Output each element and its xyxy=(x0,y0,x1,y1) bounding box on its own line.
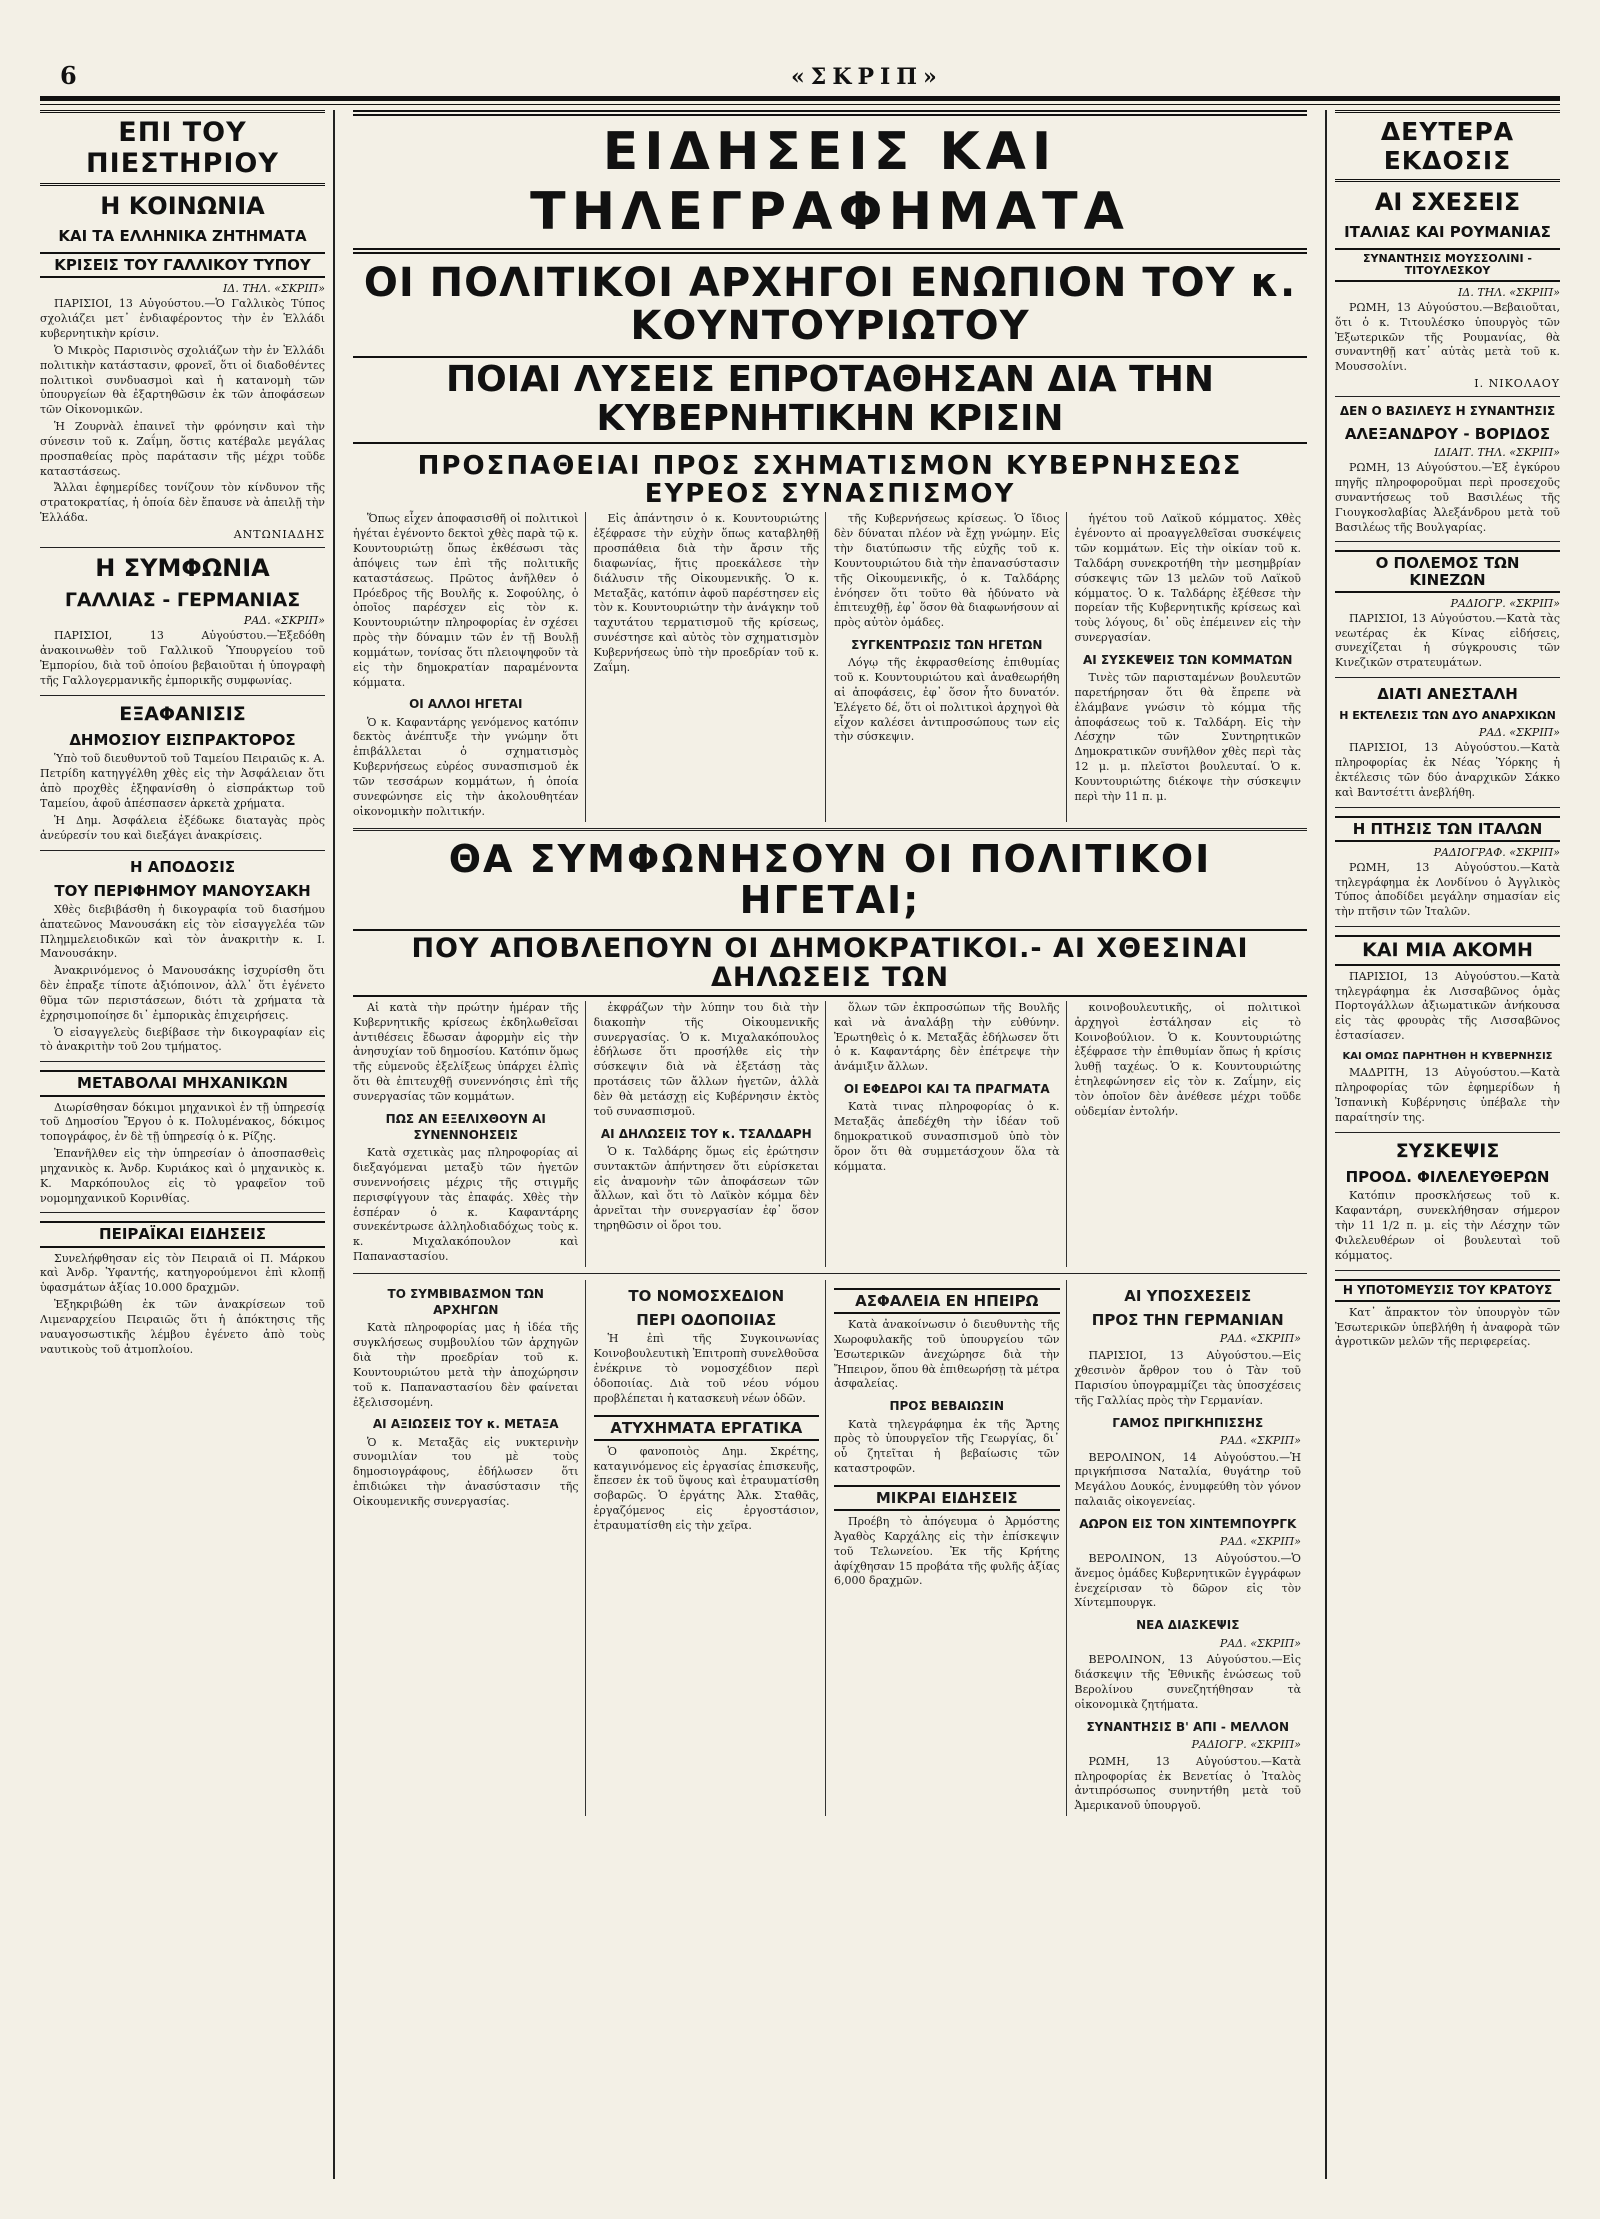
paragraph: Ἡ Δημ. Ἀσφάλεια ἐξέδωκε διαταγὰς πρὸς ἀνεύρεσίν του καὶ διεξάγει ἀνακρίσεις. xyxy=(40,813,325,842)
lead-deck: ΠΡΟΣΠΑΘΕΙΑΙ ΠΡΟΣ ΣΧΗΜΑΤΙΣΜΟΝ ΚΥΒΕΡΝΗΣΕΩΣ ΕΥΡΕΟΣ ΣΥΝΑΣΠΙΣΜΟΥ xyxy=(417,451,1243,510)
dateline: ΡΑΔ. «ΣΚΡΙΠ» xyxy=(1219,1636,1301,1650)
article-headline: ΑΙ ΥΠΟΣΧΕΣΕΙΣ xyxy=(1124,1286,1252,1305)
dateline: ΡΑΔ. «ΣΚΡΙΠ» xyxy=(243,614,325,628)
section-subhead: ΝΕΑ ΔΙΑΣΚΕΨΙΣ xyxy=(1136,1618,1240,1633)
second-headline: ΘΑ ΣΥΜΦΩΝΗΣΟΥΝ ΟΙ ΠΟΛΙΤΙΚΟΙ ΗΓΕΤΑΙ; xyxy=(448,836,1212,922)
dateline: ΙΔ. ΤΗΛ. «ΣΚΡΙΠ» xyxy=(223,282,325,296)
paragraph: ΠΑΡΙΣΙΟΙ, 13 Αὐγούστου.—Κατὰ τηλεγράφημα ἐκ Λισσαβῶνος ὁμὰς Πορτογάλλων ἀξιωματικῶν ἀνήκουσα εἰς τὰς φρουρὰς τῆς Λισσαβῶνος ἐστασίασεν. xyxy=(1335,969,1560,1043)
lower-news-grid xyxy=(353,1280,1307,1816)
paragraph: Κατὰ τινας πληροφορίας ὁ κ. Μεταξᾶς ἀπεδέχθη τὴν ἰδέαν τοῦ δημοκρατικοῦ συνασπισμοῦ ὑπὸ τὸν ὅρον ὅτι θὰ συμμετάσχουν ὅλα τὰ κόμματα. xyxy=(834,1100,1060,1173)
paragraph: ΠΑΡΙΣΙΟΙ, 13 Αὐγούστου.—Κατὰ τὰς νεωτέρας ἐκ Κίνας εἰδήσεις, συνεχίζεται ἡ σύγκρουσις τῶν Κινεζικῶν στρατευμάτων. xyxy=(1335,611,1560,670)
paragraph: Κατὰ πληροφορίας μας ἡ ἰδέα τῆς συγκλήσεως συμβουλίου τῶν ἀρχηγῶν διὰ τὴν προεδρίαν τοῦ κ. Κουντουριώτου μετὰ τὴν ἀποχώρησιν τοῦ κ. Παπαναστασίου δὲν φαίνεται ἐξελισσομένη. xyxy=(353,1321,579,1409)
article-alexandros-boris xyxy=(1335,405,1560,535)
paragraph: ΠΑΡΙΣΙΟΙ, 13 Αὐγούστου.—Ἐξεδόθη ἀνακοινωθὲν τοῦ Γαλλικοῦ Ὑπουργείου τοῦ Ἐμπορίου, διὰ τοῦ ὁποίου βεβαιοῦται ἡ ὑπογραφὴ τῆς Γαλλογερμανικῆς ἐμπορικῆς συμφωνίας. xyxy=(40,629,325,687)
article-subheadline: ΤΟΥ ΠΕΡΙΦΗΜΟΥ ΜΑΝΟΥΣΑΚΗ xyxy=(54,881,311,900)
article-subheadline: ΠΡΟΟΔ. ΦΙΛΕΛΕΥΘΕΡΩΝ xyxy=(1345,1168,1550,1187)
paragraph: ΠΑΡΙΣΙΟΙ, 13 Αὐγούστου.—Εἰς χθεσινὸν ἄρθρον του ὁ Τὰν τοῦ Παρισίου ὑπογραμμίζει τὰς ὑποσχέσεις τῆς Γαλλίας πρὸς τὴν Γερμανίαν. xyxy=(1074,1349,1301,1407)
left-banner: ΕΠΙ ΤΟΥ ΠΙΕΣΤΗΡΙΟΥ xyxy=(40,110,325,186)
article-ptisis xyxy=(1335,816,1560,921)
paragraph: Προέβη τὸ ἀπόγευμα ὁ Ἀρμόστης Ἀγαθὸς Καρχάλης εἰς τὴν ἐπίσκεψιν τοῦ Τελωνείου. Ἐκ τῆς Κρήτης ἀφίχθησαν 15 προβάτα τῆς φυλῆς ἀξίας 6,000 δραχμῶν. xyxy=(834,1515,1060,1588)
paragraph: Κατ᾽ ἄπρακτον τὸν ὑπουργὸν τῶν Ἐσωτερικῶν ὑπεβλήθη ἡ ἀναφορὰ τῶν ἀγροτικῶν μελῶν τῆς περιφερείας. xyxy=(1335,1305,1560,1349)
article-kinezoi xyxy=(1335,550,1560,671)
article-symfonia xyxy=(40,553,325,689)
paragraph: Ἡ ἐπὶ τῆς Συγκοινωνίας Κοινοβουλευτικὴ Ἐπιτροπὴ συνελθοῦσα ἐνέκρινε τὸ νομοσχέδιον περὶ ὁδοποιίας. Διὰ τοῦ νέου νόμου προβλέπεται ἡ κατασκευὴ νέων ὁδῶν. xyxy=(593,1332,819,1405)
section-subhead: ΚΑΙ ΟΜΩΣ ΠΑΡΗΤΗΘΗ Η ΚΥΒΕΡΝΗΣΙΣ xyxy=(1342,1050,1553,1062)
article-headline: ΑΣΦΑΛΕΙΑ ΕΝ ΗΠΕΙΡΩ xyxy=(834,1288,1060,1314)
article-subheadline: ΚΑΙ ΤΑ ΕΛΛΗΝΙΚΑ ΖΗΤΗΜΑΤΑ xyxy=(58,226,307,245)
paragraph: Ὁ Μικρὸς Παρισινὸς σχολιάζων τὴν ἐν Ἑλλάδι πολιτικὴν κατάστασιν, φρονεῖ, ὅτι οἱ διαδοθέντες πολιτικοὶ συνδυασμοὶ καὶ ἡ κατανομὴ τῶν ὑπουργείων θὰ ἐξαρτηθῶσιν ἐκ τῶν ἀποφάσεων τῶν Οἰκονομικῶν. xyxy=(40,343,325,417)
section-subhead: ΣΥΝΑΝΤΗΣΙΣ Β' ΑΠΙ - ΜΕΛΛΟΝ xyxy=(1086,1719,1290,1734)
section-subhead: ΠΩΣ ΑΝ ΕΞΕΛΙΧΘΟΥΝ ΑΙ ΣΥΝΕΝΝΟΗΣΕΙΣ xyxy=(385,1111,546,1142)
second-columns xyxy=(353,1001,1307,1267)
paragraph: Εἰς ἀπάντησιν ὁ κ. Κουντουριώτης ἐξέφρασε τὴν εὐχὴν ὅπως καταβληθῇ προσπάθεια διὰ τὴν ἄρσιν τῆς διαφωνίας, ἥτις προεκάλεσε τὴν διάλυσιν τῆς Οἰκουμενικῆς. Ὁ κ. Μεταξᾶς, κατόπιν ἀφοῦ παρέστησεν εἰς τὸν κ. Κουντουριώτην τὴν ἀνάγκην τοῦ ταχυτάτου τερματισμοῦ τῆς κρίσεως, συνέστησε καὶ αὐτὸς τὸν σχηματισμὸν Κυβερνήσεως ὑπὸ τὴν προεδρίαν τοῦ κ. Ζαΐμη. xyxy=(593,512,819,674)
paragraph: κοινοβουλευτικῆς, οἱ πολιτικοὶ ἀρχηγοὶ ἐστάλησαν εἰς τὸ Κοινοβούλιον. Ὁ κ. Κουντουριώτης ἐξέφρασε τὴν ἐπιθυμίαν ὅπως ἡ κρίσις λυθῇ ταχέως. Ὁ κ. Κουντουριώτης ἐτηλεφώνησεν εἰς τὸν κ. Ζαΐμην, εἰς τὸν ὁποῖον δὲν ἀνέθεσε μέχρι τοῦδε οὐδεμίαν ἐντολήν. xyxy=(1074,1000,1301,1118)
right-banner: ΔΕΥΤΕΡΑ ΕΚΔΟΣΙΣ xyxy=(1335,110,1560,182)
paragraph: Ὁ εἰσαγγελεὺς διεβίβασε τὴν δικογραφίαν εἰς τὸ ἀνακριτὴν τοῦ 2ου τμήματος. xyxy=(40,1025,325,1054)
article-headline: ΠΕΙΡΑΪΚΑΙ ΕΙΔΗΣΕΙΣ xyxy=(40,1221,325,1247)
article-headline: ΕΞΑΦΑΝΙΣΙΣ xyxy=(119,702,246,725)
section-subhead: ΓΑΜΟΣ ΠΡΙΓΚΗΠΙΣΣΗΣ xyxy=(1112,1415,1264,1430)
paragraph: Χθὲς διεβιβάσθη ἡ δικογραφία τοῦ διασήμου ἀπατεῶνος Μανουσάκη εἰς τὸν εἰσαγγελέα τῶν Πλημμελειοδικῶν καὶ τὸν ἀνακριτὴν κ. Ι. Μανουσάκην. xyxy=(40,902,325,961)
dateline: ΡΑΔΙΟΓΡ. «ΣΚΡΙΠ» xyxy=(1191,1737,1301,1751)
paragraph: ΡΩΜΗ, 13 Αὐγούστου.—Ἐξ ἐγκύρου πηγῆς πληροφοροῦμαι περὶ προσεχοῦς συναντήσεως τοῦ Βασιλέως τῆς Γιουγκοσλαβίας Ἀλεξάνδρου μετὰ τοῦ Βασιλέως τῆς Βουλγαρίας. xyxy=(1335,461,1560,534)
article-subheadline: ΙΤΑΛΙΑΣ ΚΑΙ ΡΟΥΜΑΝΙΑΣ xyxy=(1344,222,1551,241)
center-column xyxy=(345,110,1315,2179)
dateline: ΙΔ. ΤΗΛ. «ΣΚΡΙΠ» xyxy=(1458,285,1560,299)
paragraph: Ἀνακρινόμενος ὁ Μανουσάκης ἰσχυρίσθη ὅτι δὲν ἐπραξε τίποτε ἀξιόποινον, ἀλλ᾽ ὅτι ἐγένετο θῦμα τῶν περιστάσεων, διότι τὰ χρήματα τὰ ἐχρησιμοποίησε δι᾽ ἐμπορικὰς ἐπιχειρήσεις. xyxy=(40,964,325,1022)
page-number: 6 xyxy=(60,61,77,90)
masthead xyxy=(40,30,1560,90)
section-subhead: ΟΙ ΕΦΕΔΡΟΙ ΚΑΙ ΤΑ ΠΡΑΓΜΑΤΑ xyxy=(843,1082,1050,1097)
paragraph: Ὁ κ. Ταλδάρης ὅμως εἰς ἐρώτησιν συντακτῶν ἀπήντησεν ὅτι εὑρίσκεται εἰς ἀναμονὴν τῶν ἀποφάσεων τῶν ἄλλων, καὶ ὅτι τὸ Λαϊκὸν κόμμα δὲν ἀρνεῖται τὴν συνεργασίαν ἐφ᾽ ὅσον τηρηθῶσιν οἱ ὅροι του. xyxy=(593,1144,819,1233)
paragraph: Τινὲς τῶν παρισταμένων βουλευτῶν παρετήρησαν ὅτι θὰ ἔπρεπε νὰ ἐλάμβανε γνώσιν τὸ κόμμα τῆς ἀποφάσεως τοῦ κ. Ταλδάρη. Εἰς τὴν Λέσχην τῶν Συντηρητικῶν Δημοκρατικῶν συνῆλθον χθὲς περὶ τὰς 12 μ. μ. πλεῖστοι βουλευταί. Ὁ κ. Κουντουριώτης διέκοψε τὴν σύσκεψιν περὶ τὴν 11 π. μ. xyxy=(1074,671,1301,803)
paragraph: Λόγῳ τῆς ἐκφρασθείσης ἐπιθυμίας τοῦ κ. Κουντουριώτου καὶ ἀναθεωρήθη αἱ ἀποφάσεις, ἐφ᾽ ὅσον ἦτο δυνατόν. Ἐλέγετο δέ, ὅτι οἱ πολιτικοὶ ἀρχηγοὶ θὰ εἶχον καλέσει ἀντιπροσώπους των εἰς τὴν σύσκεψιν. xyxy=(834,656,1060,744)
paper-name: «ΣΚΡΙΠ» xyxy=(791,64,943,90)
article-italia-roumania xyxy=(1335,190,1560,390)
article-headline: ΚΑΙ ΜΙΑ ΑΚΟΜΗ xyxy=(1335,935,1560,966)
paragraph: ΠΑΡΙΣΙΟΙ, 13 Αὐγούστου.—Κατὰ πληροφορίας ἐκ Νέας Ὑόρκης ἡ ἐκτέλεσις τῶν δύο ἀναρχικῶν Σάκκο καὶ Βαντσέττι ἀνεβλήθη. xyxy=(1335,741,1560,799)
article-syskepsis xyxy=(1335,1141,1560,1264)
paragraph: Ὁ κ. Μεταξᾶς εἰς νυκτερινὴν συνομιλίαν του μὲ τοὺς δημοσιογράφους, ἐδήλωσεν ὅτι ἐπιδιώκει τὴν ἀνασύστασιν τῆς Οἰκουμενικῆς συνεργασίας. xyxy=(353,1435,579,1508)
paragraph: ἡγέτου τοῦ Λαϊκοῦ κόμματος. Χθὲς ἐγένοντο αἱ προαγγελθεῖσαι συσκέψεις τῶν κομμάτων. Εἰς τὴν οἰκίαν τοῦ κ. Ταλδάρη συνεκροτήθη τὴν μεσημβρίαν σύσκεψις τῶν 13 μελῶν τοῦ Λαϊκοῦ κόμματος. Ὁ κ. Ταλδάρης ἐξέθεσε τὴν πορείαν τῆς Κυβερνητικῆς κρίσεως καὶ τοὺς λόγους, δι᾽ οὓς ἐπέμεινεν εἰς τὴν συνεργασίαν. xyxy=(1074,512,1301,645)
lead-columns xyxy=(353,512,1307,821)
article-anarchikoi xyxy=(1335,686,1560,800)
masthead-rule xyxy=(40,96,1560,101)
right-column xyxy=(1325,110,1560,2179)
dateline: ΙΔΙΑΙΤ. ΤΗΛ. «ΣΚΡΙΠ» xyxy=(1434,446,1560,460)
paragraph: Ἐπανῆλθεν εἰς τὴν ὑπηρεσίαν ὁ ἀποσπασθεὶς μηχανικὸς κ. Ἀνδρ. Κυριάκος καὶ ὁ μηχανικὸς κ. Κ. Μαρκόπουλος εἰς τὸ γραφεῖον τοῦ νομομηχανικοῦ Κορινθίας. xyxy=(40,1147,325,1205)
paragraph: ΡΩΜΗ, 13 Αὐγούστου.—Κατὰ τηλεγράφημα ἐκ Λονδίνου ὁ Ἀγγλικὸς Τύπος ἀποδίδει μεγάλην σημασίαν εἰς τὴν πτῆσιν τῶν Ἰταλῶν. xyxy=(1335,860,1560,919)
article-headline: ΑΤΥΧΗΜΑΤΑ ΕΡΓΑΤΙΚΑ xyxy=(594,1415,820,1441)
article-mechanikoi xyxy=(40,1070,325,1206)
paragraph: ὅλων τῶν ἐκπροσώπων τῆς Βουλῆς καὶ νὰ ἀναλάβῃ τὴν εὐθύνην. Ἐρωτηθεὶς ὁ κ. Μεταξᾶς ἐδήλωσεν ὅτι ὁ κ. Καφαντάρης δὲν ἐπέτρεψε τὴν ἀνάμιξιν ἄλλων. xyxy=(834,1000,1060,1074)
left-column xyxy=(40,110,335,2179)
article-exafanisis xyxy=(40,704,325,844)
paragraph: ΒΕΡΟΛΙΝΟΝ, 14 Αὐγούστου.—Ἡ πριγκήπισσα Ναταλία, θυγάτηρ τοῦ Μεγάλου Δουκός, ἐνυμφεύθη τὸν γόνον παλαιᾶς οἰκογενείας. xyxy=(1074,1450,1301,1509)
paragraph: ΡΩΜΗ, 13 Αὐγούστου.—Βεβαιοῦται, ὅτι ὁ κ. Τιτουλέσκο ὑπουργὸς τῶν Ἐξωτερικῶν τῆς Ρουμανίας, θὰ συναντηθῇ κατ᾽ αὐτὰς μετὰ τοῦ κ. Μουσσολίνι. xyxy=(1335,300,1560,374)
byline: ΑΝΤΩΝΙΑΔΗΣ xyxy=(233,527,325,541)
paragraph: Ὁ κ. Καφαντάρης γενόμενος κατόπιν δεκτὸς ἀνέπτυξε τὴν γνώμην ὅτι ἐπιβάλλεται ὁ σχηματισμὸς Κυβερνήσεως εὐρέος συνασπισμοῦ ἐκ τῶν τεσσάρων κομμάτων, ἡ ὁποία συνεφώνησε εἰς τὴν ἀκολουθητέαν οἰκονομικὴν πολιτικήν. xyxy=(353,715,579,818)
article-headline: ΜΙΚΡΑΙ ΕΙΔΗΣΕΙΣ xyxy=(834,1485,1060,1511)
lead-article xyxy=(353,262,1307,822)
paragraph: Ἄλλαι ἐφημερίδες τονίζουν τὸν κίνδυνον τῆς στρατοκρατίας, ἡ ὁποία δὲν ἔπαυσε νὰ ἀπειλῇ τὴν Ἑλλάδα. xyxy=(40,481,325,525)
paragraph: Ὑπὸ τοῦ διευθυντοῦ τοῦ Ταμείου Πειραιῶς κ. Α. Πετρίδη κατηγγέλθη χθὲς εἰς τὴν Ἀσφάλειαν ὅτι ἀπὸ προχθὲς ἐξηφανίσθη ὁ εἰσπράκτωρ τοῦ Ταμείου, ἀφοῦ ἀπέσπασεν ἀρκετὰ χρήματα. xyxy=(40,752,325,810)
section-subhead: ΣΥΓΚΕΝΤΡΩΣΙΣ ΤΩΝ ΗΓΕΤΩΝ xyxy=(851,638,1043,653)
dateline: ΡΑΔ. «ΣΚΡΙΠ» xyxy=(1219,1433,1301,1447)
dateline: ΡΑΔΙΟΓΡΑΦ. «ΣΚΡΙΠ» xyxy=(1433,845,1560,859)
article-headline: ΔΕΝ Ο ΒΑΣΙΛΕΥΣ Η ΣΥΝΑΝΤΗΣΙΣ xyxy=(1339,404,1556,419)
paragraph: Ἐξηκριβώθη ἐκ τῶν ἀνακρίσεων τοῦ Λιμεναρχείου Πειραιῶς ὅτι ἡ ἀπόκτησις τῆς ναυαγοσωστικῆς λέμβου ἐγένετο ἀπὸ τοὺς ναυτικοὺς τοῦ ἀτμοπλοίου. xyxy=(40,1298,325,1356)
paragraph: Συνελήφθησαν εἰς τὸν Πειραιᾶ οἱ Π. Μάρκου καὶ Ἀνδρ. Ὑφαντής, κατηγορούμενοι ἐπὶ κλοπῇ ὑφασμάτων ἀξίας 10.000 δραχμῶν. xyxy=(40,1251,325,1295)
article-subheadline: Η ΕΚΤΕΛΕΣΙΣ ΤΩΝ ΔΥΟ ΑΝΑΡΧΙΚΩΝ xyxy=(1339,709,1556,723)
article-subheadline: ΠΡΟΣ ΤΗΝ ΓΕΡΜΑΝΙΑΝ xyxy=(1091,1311,1284,1330)
section-subhead: ΟΙ ΑΛΛΟΙ ΗΓΕΤΑΙ xyxy=(409,697,523,712)
section-subhead: ΠΡΟΣ ΒΕΒΑΙΩΣΙΝ xyxy=(889,1399,1005,1414)
section-subhead: ΑΙ ΑΞΙΩΣΕΙΣ ΤΟΥ κ. ΜΕΤΑΞΑ xyxy=(372,1417,559,1432)
article-headline: ΣΥΣΚΕΨΙΣ xyxy=(1395,1139,1500,1162)
paragraph: ΡΩΜΗ, 13 Αὐγούστου.—Κατὰ πληροφορίας ἐκ Βενετίας ὁ Ἰταλὸς ἀντιπρόσωπος συνηντήθη μετὰ τοῦ Ἀμερικανοῦ ὑπουργοῦ. xyxy=(1074,1754,1301,1813)
paragraph: Ὁ φανοποιὸς Δημ. Σκρέτης, καταγινόμενος εἰς ἐργασίας ἐπισκευῆς, ἔπεσεν ἐκ τοῦ ὕψους καὶ ἐτραυματίσθη σοβαρῶς. Ὁ ἐργάτης Ἀλκ. Σταθᾶς, ἐργαζόμενος εἰς ἐργοστάσιον, ἐτραυματίσθη εἰς τὴν χεῖρα. xyxy=(593,1444,819,1532)
article-headline: ΔΙΑΤΙ ΑΝΕΣΤΑΛΗ xyxy=(1377,685,1518,704)
second-subheadline: ΠΟΥ ΑΠΟΒΛΕΠΟΥΝ ΟΙ ΔΗΜΟΚΡΑΤΙΚΟΙ.- ΑΙ ΧΘΕΣΙΝΑΙ ΔΗΛΩΣΕΙΣ ΤΩΝ xyxy=(353,929,1307,997)
paragraph: Κατὰ τηλεγράφημα ἐκ τῆς Ἄρτης πρὸς τὸ ὑπουργεῖον τῆς Γεωργίας, δι᾽ οὗ ζητεῖται ἡ βεβαίωσις τῶν καταστροφῶν. xyxy=(834,1417,1060,1476)
dateline: ΡΑΔΙΟΓΡ. «ΣΚΡΙΠ» xyxy=(1450,596,1560,610)
byline: Ι. ΝΙΚΟΛΑΟΥ xyxy=(1474,377,1560,391)
article-headline: ΤΟ ΝΟΜΟΣΧΕΔΙΟΝ xyxy=(628,1286,785,1305)
article-headline: ΑΙ ΣΧΕΣΕΙΣ xyxy=(1374,188,1521,216)
second-article xyxy=(353,836,1307,1267)
paragraph: Αἱ κατὰ τὴν πρώτην ἡμέραν τῆς Κυβερνητικῆς κρίσεως ἐκδηλωθεῖσαι ἀντιθέσεις ἔδωσαν ἀφορμὴν εἰς τὴν ἀνησυχίαν τοῦ δημοσίου. Κατόπιν ὅμως τῆς εὐμενοῦς ἐξελίξεως ὑπάρχει ἐλπὶς ὅτι θὰ ἐπιτευχθῇ συνεννόησις ἐπὶ τῆς συνεργασίας τῶν κομμάτων. xyxy=(353,1000,579,1103)
article-headline: Η ΥΠΟΤΟΜΕΥΣΙΣ ΤΟΥ ΚΡΑΤΟΥΣ xyxy=(1335,1279,1560,1302)
article-headline: Η ΚΟΙΝΩΝΙΑ xyxy=(100,192,265,220)
section-subhead: ΤΟ ΣΥΜΒΙΒΑΣΜΟΝ ΤΩΝ ΑΡΧΗΓΩΝ xyxy=(387,1286,544,1318)
paragraph: Κατὰ ἀνακοίνωσιν ὁ διευθυντὴς τῆς Χωροφυλακῆς τοῦ ὑπουργείου τῶν Ἐσωτερικῶν ἀνεχώρησε διὰ τὴν Ἤπειρον, ὅπου θὰ ἐπιθεωρήσῃ τὰ μέτρα ἀσφαλείας. xyxy=(834,1318,1060,1391)
paragraph: Κατὰ σχετικὰς μας πληροφορίας αἱ διεξαγόμεναι μεταξὺ τῶν ἡγετῶν συνεννοήσεις μέχρις τῆς στιγμῆς περισφίγγουν τὰς ἐπαφάς. Χθὲς τὴν ἑσπέραν ὁ κ. Καφαντάρης συνεκέντρωσε ἀλληλοδιαδόχως τοὺς κ. κ. Μιχαλακόπουλον καὶ Παπαναστασίου. xyxy=(353,1146,579,1264)
article-mia-akomi xyxy=(1335,935,1560,1126)
section-subhead: ΑΩΡΟΝ ΕΙΣ ΤΟΝ ΧΙΝΤΕΜΠΟΥΡΓΚ xyxy=(1079,1516,1297,1531)
paragraph: Ἡ Ζουρνὰλ ἐπαινεῖ τὴν φρόνησιν καὶ τὴν σύνεσιν τοῦ κ. Ζαΐμη, ὅστις κατέβαλε μεγάλας προσπαθείας πρὸς παράτασιν τῆς μέχρι τοῦδε καταστάσεως. xyxy=(40,420,325,478)
paragraph: ΠΑΡΙΣΙΟΙ, 13 Αὐγούστου.—Ὁ Γαλλικὸς Τύπος σχολιάζει μετ᾽ ἐνδιαφέροντος τὴν ἐν Ἑλλάδι κυβερνητικὴν κρίσιν. xyxy=(40,297,325,340)
article-koinonia xyxy=(40,194,325,541)
paragraph: Ὅπως εἶχεν ἀποφασισθῆ οἱ πολιτικοὶ ἡγέται ἐγένοντο δεκτοὶ χθὲς παρὰ τῷ κ. Κουντουριώτῃ ὅπως ἐκθέσωσι τὰς ἀπόψεις των ἐπὶ τῆς πολιτικῆς καταστάσεως. Πρῶτος ἀνῆλθεν ὁ Πρόεδρος τῆς Βουλῆς κ. Σοφούλης, ὁ ὁποῖος παρέσχεν εἰς τὸν κ. Κουντουριώτην πληροφορίας ἐν σχέσει πρὸς τὴν δύναμιν τῶν ἐν τῇ Βουλῇ κομμάτων, τονίσας ὅτι πλειοψηφοῦν τὰ εἰς τὴν δημοκρατίαν παραμένοντα κόμματα. xyxy=(353,512,579,689)
article-headline: Η ΣΥΜΦΩΝΙΑ xyxy=(95,553,270,582)
article-headline: ΜΕΤΑΒΟΛΑΙ ΜΗΧΑΝΙΚΩΝ xyxy=(40,1070,325,1096)
paragraph: τῆς Κυβερνήσεως κρίσεως. Ὁ ἴδιος δὲν δύναται πλέον νὰ ἔχῃ γνώμην. Εἰς τὴν διατύπωσιν τῆς εὐχῆς τοῦ κ. Κουντουριώτου διὰ τὴν ἐπανασύστασιν τῆς Οἰκουμενικῆς, ὁ κ. Ταλδάρης ἐνόησεν ὅτι τοῦτο θὰ ἠδύνατο νὰ ἐπιτευχθῇ, ἐφ᾽ ὅσον θὰ διαφωνήσουν αἱ πρὸς αὐτὸν ὁμάδες. xyxy=(834,512,1060,630)
section-subhead: ΑΙ ΣΥΣΚΕΨΕΙΣ ΤΩΝ ΚΟΜΜΑΤΩΝ xyxy=(1083,652,1293,667)
article-manousakis xyxy=(40,859,325,1056)
article-subheadline: ΔΗΜΟΣΙΟΥ ΕΙΣΠΡΑΚΤΟΡΟΣ xyxy=(69,731,296,750)
article-headline: Ο ΠΟΛΕΜΟΣ ΤΩΝ ΚΙΝΕΖΩΝ xyxy=(1335,550,1560,592)
article-peiraikai xyxy=(40,1221,325,1357)
article-subheadline: ΣΥΝΑΝΤΗΣΙΣ ΜΟΥΣΣΟΛΙΝΙ - ΤΙΤΟΥΛΕΣΚΟΥ xyxy=(1335,248,1560,282)
article-headline: Η ΠΤΗΣΙΣ ΤΩΝ ΙΤΑΛΩΝ xyxy=(1335,816,1560,842)
article-headline: Η ΑΠΟΔΟΣΙΣ xyxy=(129,857,236,876)
article-subheadline: ΠΕΡΙ ΟΔΟΠΟΙΙΑΣ xyxy=(636,1311,777,1330)
paragraph: Κατόπιν προσκλήσεως τοῦ κ. Καφαντάρη, συνεκλήθησαν σήμερον τὴν 11 1/2 π. μ. εἰς τὴν Λέσχην τῶν Φιλελευθέρων οἱ βουλευταὶ τοῦ κόμματος. xyxy=(1335,1189,1560,1262)
article-subheadline: ΓΑΛΛΙΑΣ - ΓΕΡΜΑΝΙΑΣ xyxy=(64,588,301,611)
paragraph: ἐκφράζων τὴν λύπην του διὰ τὴν διακοπὴν τῆς Οἰκουμενικῆς συνεργασίας. Ὁ κ. Μιχαλακόπουλος ἐδήλωσε ὅτι προσήλθε εἰς τὴν σύσκεψιν διὰ νὰ ἐξετάσῃ τὰς προτάσεις τῶν ἄλλων ἡγετῶν, ἀλλὰ δὲν θὰ μετάσχῃ εἰς Κυβέρνησιν ἐκτὸς τοῦ συνασπισμοῦ. xyxy=(593,1000,819,1118)
article-ypotomeysis xyxy=(1335,1279,1560,1350)
paragraph: ΒΕΡΟΛΙΝΟΝ, 13 Αὐγούστου.—Ὁ ἄνεμος ὁμάδες Κυβερνητικῶν ἐγγράφων ἐνεχείρισαν τὸ δῶρον εἰς τὸν Χίντεμπουργκ. xyxy=(1074,1551,1301,1610)
paragraph: Διωρίσθησαν δόκιμοι μηχανικοὶ ἐν τῇ ὑπηρεσίᾳ τοῦ Δημοσίου Ἔργου ὁ κ. Πολυμένακος, δόκιμος τοπογράφος, ἐν δὲ τῇ ὑπηρεσίᾳ ὁ κ. Ρίζης. xyxy=(40,1100,325,1144)
columns xyxy=(40,110,1560,2179)
lead-subheadline: ΠΟΙΑΙ ΛΥΣΕΙΣ ΕΠΡΟΤΑΘΗΣΑΝ ΔΙΑ ΤΗΝ ΚΥΒΕΡΝΗΤΙΚΗΝ ΚΡΙΣΙΝ xyxy=(353,356,1307,444)
dateline: ΡΑΔ. «ΣΚΡΙΠ» xyxy=(1219,1332,1301,1346)
dateline: ΡΑΔ. «ΣΚΡΙΠ» xyxy=(1219,1535,1301,1549)
section-subhead: ΑΙ ΔΗΛΩΣΕΙΣ ΤΟΥ κ. ΤΣΑΛΔΑΡΗ xyxy=(600,1126,812,1141)
center-banner: ΕΙΔΗΣΕΙΣ ΚΑΙ ΤΗΛΕΓΡΑΦΗΜΑΤΑ xyxy=(353,110,1307,254)
paragraph: ΜΑΔΡΙΤΗ, 13 Αὐγούστου.—Κατὰ πληροφορίας τῶν ἐφημερίδων ἡ Ἰσπανικὴ Κυβέρνησις ὑπέβαλε τὴν παραίτησίν της. xyxy=(1335,1066,1560,1124)
dateline: ΡΑΔ. «ΣΚΡΙΠ» xyxy=(1478,726,1560,740)
article-subheadline: ΚΡΙΣΕΙΣ ΤΟΥ ΓΑΛΛΙΚΟΥ ΤΥΠΟΥ xyxy=(40,252,325,278)
article-subheadline: ΑΛΕΞΑΝΔΡΟΥ - ΒΟΡΙΔΟΣ xyxy=(1344,425,1551,444)
paragraph: ΒΕΡΟΛΙΝΟΝ, 13 Αὐγούστου.—Εἰς διάσκεψιν τῆς Ἐθνικῆς ἑνώσεως τοῦ Βερολίνου συνεζητήθησαν τὰ οἰκονομικὰ ζητήματα. xyxy=(1074,1653,1301,1711)
lead-headline: ΟΙ ΠΟΛΙΤΙΚΟΙ ΑΡΧΗΓΟΙ ΕΝΩΠΙΟΝ ΤΟΥ κ. ΚΟΥΝΤΟΥΡΙΩΤΟΥ xyxy=(363,260,1297,350)
